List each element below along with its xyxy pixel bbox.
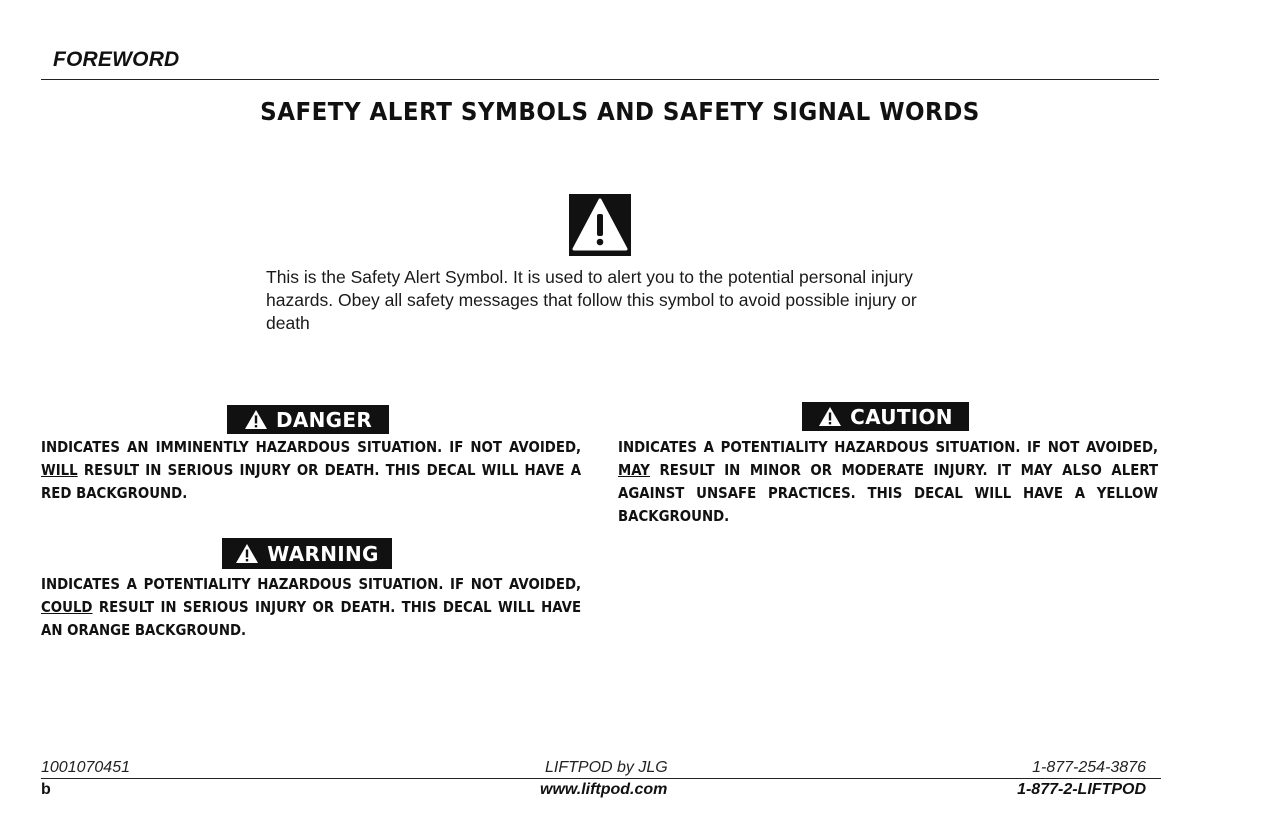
footer-phone: 1-877-254-3876 bbox=[1032, 759, 1146, 776]
warning-text-before: INDICATES A POTENTIALITY HAZARDOUS SITUATION. IF NOT AVOIDED, bbox=[41, 575, 582, 593]
danger-emphasis: WILL bbox=[41, 461, 78, 479]
warning-emphasis: COULD bbox=[41, 598, 93, 616]
danger-text-after: RESULT IN SERIOUS INJURY OR DEATH. THIS DECAL WILL HAVE A RED BACKGROUND. bbox=[41, 461, 582, 502]
header-rule bbox=[41, 79, 1159, 80]
alert-triangle-icon bbox=[235, 543, 259, 564]
footer-phone-alt: 1-877-2-LIFTPOD bbox=[1017, 781, 1146, 798]
footer-rule bbox=[41, 778, 1161, 779]
safety-alert-symbol bbox=[569, 194, 631, 256]
caution-text-after: RESULT IN MINOR OR MODERATE INJURY. IT MAY ALSO ALERT AGAINST UNSAFE PRACTICES. THIS DECAL WILL HAVE A YELLOW BACKGROUND. bbox=[618, 461, 1159, 525]
caution-emphasis: MAY bbox=[618, 461, 650, 479]
caution-label: CAUTION bbox=[850, 404, 953, 429]
safety-alert-description: This is the Safety Alert Symbol. It is used to alert you to the potential personal injury hazards. Obey all safety messages that follow this symbol to avoid possible injury or death bbox=[266, 267, 917, 333]
doc-number: 1001070451 bbox=[41, 759, 130, 776]
danger-text-before: INDICATES AN IMMINENTLY HAZARDOUS SITUATION. IF NOT AVOIDED, bbox=[41, 438, 582, 456]
safety-alert-triangle-icon bbox=[569, 194, 631, 256]
caution-badge bbox=[802, 402, 969, 431]
danger-label: DANGER bbox=[275, 407, 373, 432]
warning-text-after: RESULT IN SERIOUS INJURY OR DEATH. THIS DECAL WILL HAVE AN ORANGE BACKGROUND. bbox=[41, 598, 582, 639]
footer-website[interactable]: www.liftpod.com bbox=[540, 781, 668, 798]
warning-description bbox=[41, 573, 581, 642]
danger-badge bbox=[227, 405, 389, 434]
alert-triangle-icon bbox=[244, 409, 268, 430]
warning-badge bbox=[222, 538, 392, 569]
page-number: b bbox=[41, 781, 51, 798]
section-label: FOREWORD bbox=[53, 48, 180, 71]
caution-description bbox=[618, 436, 1158, 528]
page-title: SAFETY ALERT SYMBOLS AND SAFETY SIGNAL WORDS bbox=[260, 97, 980, 126]
danger-description bbox=[41, 436, 581, 505]
footer-brand: LIFTPOD by JLG bbox=[545, 759, 668, 776]
warning-label: WARNING bbox=[267, 541, 379, 566]
caution-text-before: INDICATES A POTENTIALITY HAZARDOUS SITUATION. IF NOT AVOIDED, bbox=[618, 438, 1159, 456]
alert-triangle-icon bbox=[818, 406, 842, 427]
